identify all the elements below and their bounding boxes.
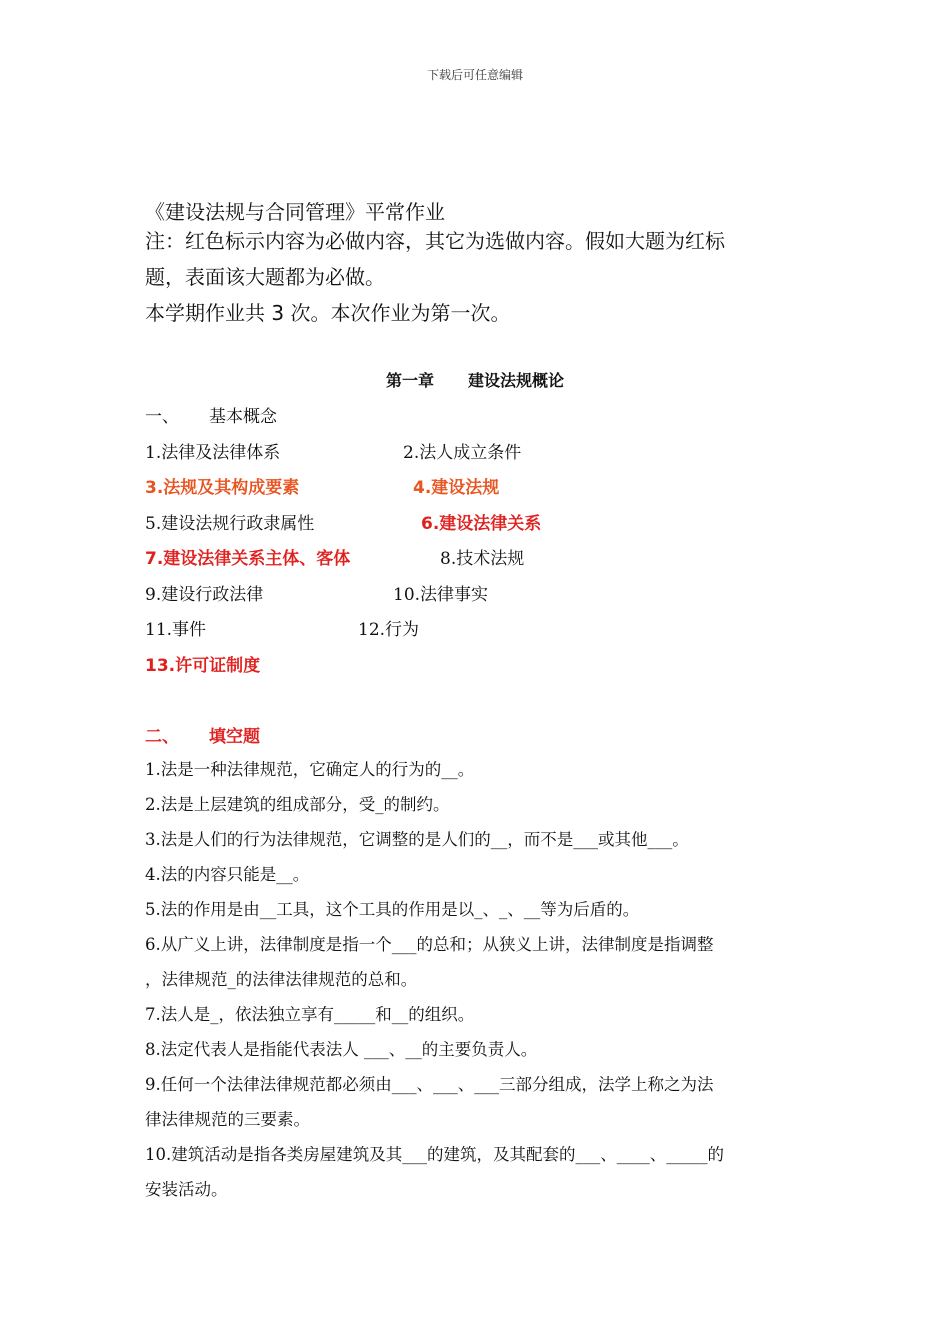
concept-row (145, 544, 825, 570)
concept-row (145, 651, 825, 677)
section-number: 二、 (145, 727, 179, 747)
question-line: 2.法是上层建筑的组成部分，受_的制约。 (145, 795, 450, 814)
concept-item: 11.事件 (145, 620, 207, 640)
note-line: 题，表面该大题都为必做。 (145, 265, 385, 289)
chapter-title (0, 368, 950, 391)
concept-item-required: 7.建设法律关系主体、客体 (145, 549, 351, 569)
header-note: 下载后可任意编辑 (426, 68, 523, 82)
fill-in-questions (145, 752, 815, 1207)
question-line: 5.法的作用是由__工具，这个工具的作用是以_、_、__等为后盾的。 (145, 900, 640, 919)
concept-item: 8.技术法规 (440, 549, 525, 569)
section-title: 基本概念 (209, 407, 277, 427)
section-heading-basic-concepts (145, 402, 277, 427)
concept-row (145, 615, 825, 641)
section-heading-fill-in (145, 722, 260, 747)
chapter-name: 建设法规概论 (468, 371, 565, 390)
concept-row (145, 580, 825, 606)
question-line: 4.法的内容只能是__。 (145, 865, 310, 884)
question-line: 3.法是人们的行为法律规范，它调整的是人们的__，而不是___或其他___。 (145, 830, 689, 849)
concept-item: 1.法律及法律体系 (145, 443, 281, 463)
concept-item: 5.建设法规行政隶属性 (145, 514, 315, 534)
concept-item: 2.法人成立条件 (403, 443, 522, 463)
concept-item: 10.法律事实 (393, 585, 489, 605)
concept-item-required: 4.建设法规 (413, 478, 500, 498)
section-title: 填空题 (209, 727, 260, 747)
instruction-note (145, 223, 815, 331)
question-line: 1.法是一种法律规范，它确定人的行为的__。 (145, 760, 475, 779)
concept-row (145, 473, 825, 499)
question-line: 律法律规范的三要素。 (145, 1110, 310, 1129)
question-line: 10.建筑活动是指各类房屋建筑及其___的建筑，及其配套的___、____、_____的 (145, 1145, 724, 1164)
concept-item: 9.建设行政法律 (145, 585, 264, 605)
concept-row (145, 509, 825, 535)
question-line: 安装活动。 (145, 1180, 228, 1199)
concept-item: 12.行为 (358, 620, 420, 640)
question-line: 9.任何一个法律法律规范都必须由___、___、___三部分组成，法学上称之为法 (145, 1075, 714, 1094)
note-line: 注：红色标示内容为必做内容，其它为选做内容。假如大题为红标 (145, 229, 725, 253)
question-line: 8.法定代表人是指能代表法人 ___、__的主要负责人。 (145, 1040, 538, 1059)
concept-item-required: 3.法规及其构成要素 (145, 478, 300, 498)
question-line: 6.从广义上讲，法律制度是指一个___的总和；从狭义上讲，法律制度是指调整 (145, 935, 714, 954)
document-title: 《建设法规与合同管理》平常作业 (145, 200, 445, 224)
chapter-number: 第一章 (385, 371, 434, 390)
section-number: 一、 (145, 407, 179, 427)
concept-item-required: 6.建设法律关系 (421, 514, 542, 534)
question-line: ，法律规范_的法律法律规范的总和。 (145, 970, 418, 989)
concept-item-required: 13.许可证制度 (145, 656, 261, 676)
question-line: 7.法人是_，依法独立享有_____和__的组织。 (145, 1005, 475, 1024)
concept-row (145, 438, 825, 464)
note-line: 本学期作业共 3 次。本次作业为第一次。 (145, 301, 511, 325)
